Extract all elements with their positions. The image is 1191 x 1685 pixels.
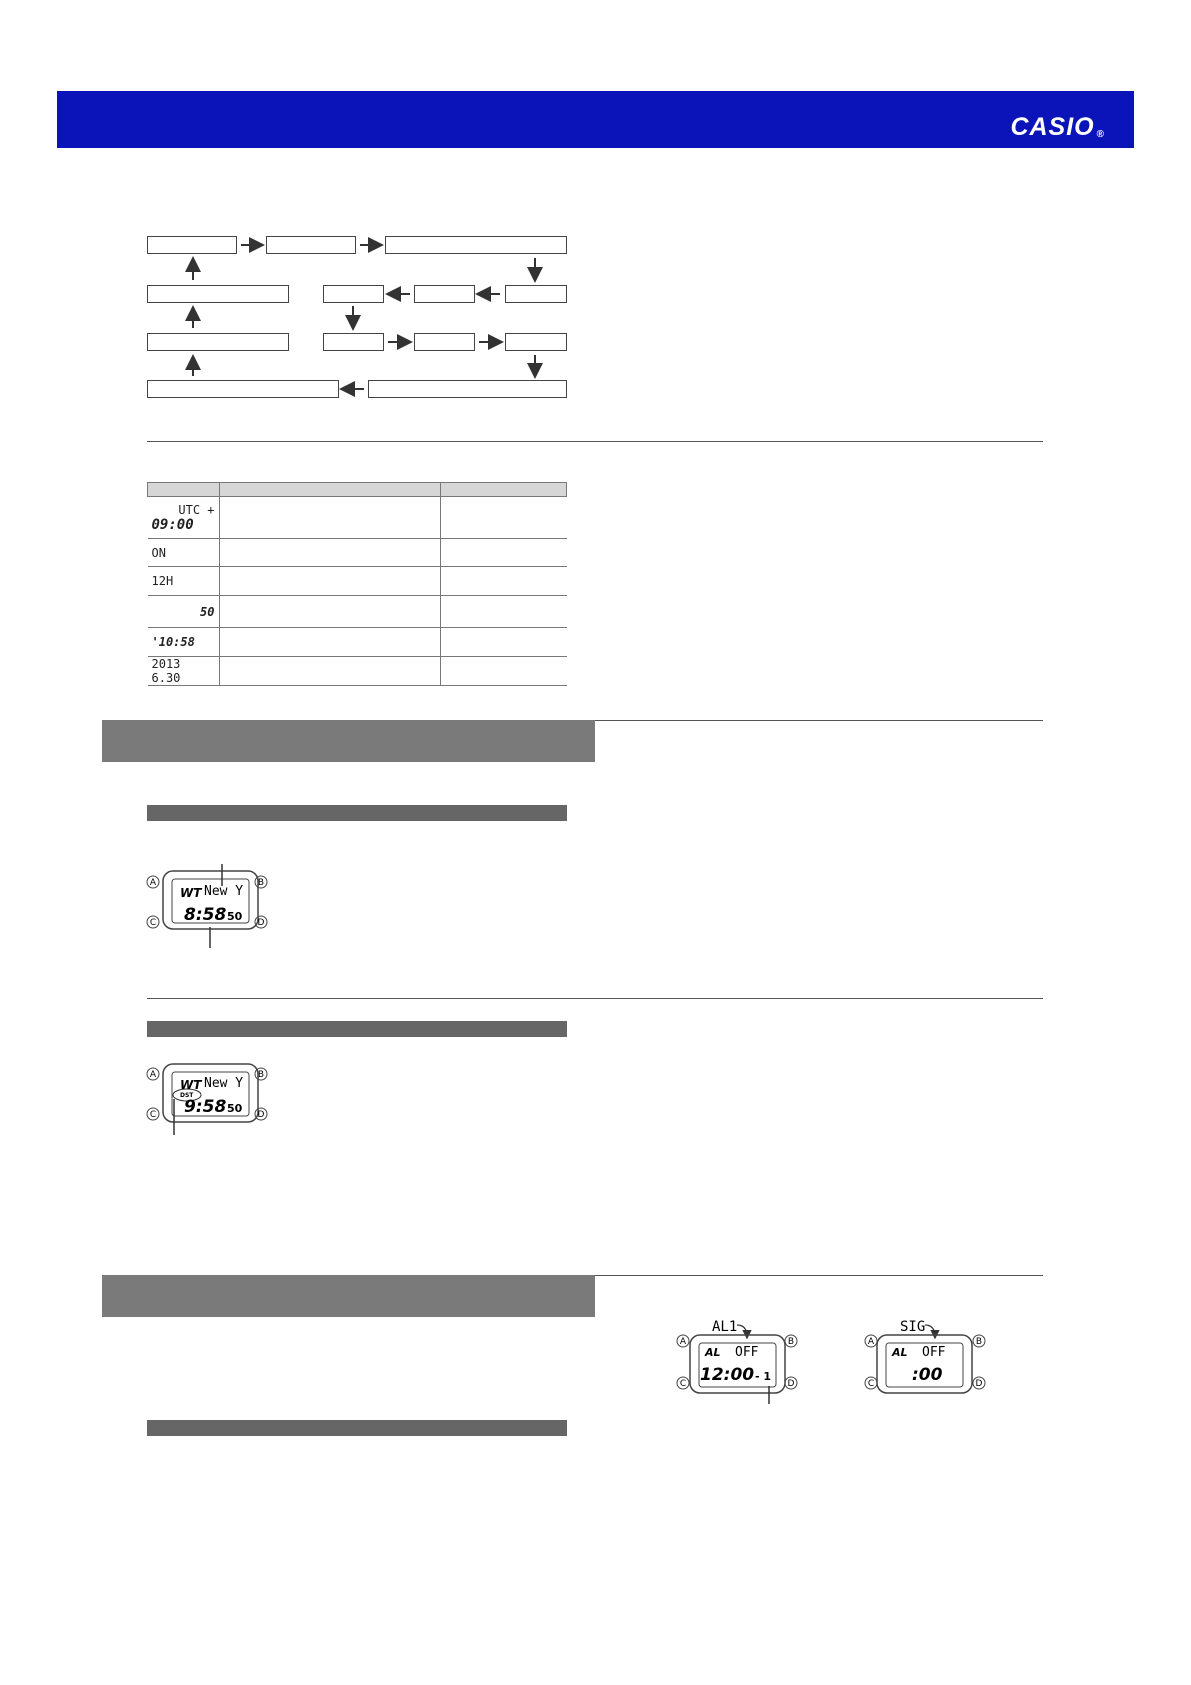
button-c-label: C [679, 1379, 687, 1389]
watch-display-world-time [147, 864, 267, 948]
city-text: New Y [204, 884, 244, 899]
alarm-label: AL1 [712, 1319, 738, 1335]
time-text: 9:58 [184, 1097, 227, 1117]
utc-offset-value: 09:00 [151, 516, 194, 533]
button-a-label: A [679, 1337, 687, 1347]
brand-logo: CASIO ® [1010, 113, 1105, 141]
seconds-text: 50 [227, 1102, 243, 1115]
button-b-label: B [257, 1070, 265, 1080]
button-c-label: C [149, 918, 157, 928]
watch-display-alarm [677, 1319, 797, 1404]
alarm-number-text: - 1 [755, 1370, 772, 1383]
state-text: OFF [922, 1345, 946, 1360]
flow-arrows [193, 245, 535, 389]
time-text: 8:58 [184, 905, 227, 925]
mode-text: AL [892, 1346, 908, 1359]
button-a-label: A [867, 1337, 875, 1347]
state-text: OFF [735, 1345, 759, 1360]
button-c-label: C [867, 1379, 875, 1389]
hour-format-value: 12H [148, 567, 220, 596]
button-a-label: A [149, 1070, 157, 1080]
seconds-text: 50 [227, 910, 243, 923]
utc-offset-label: UTC + [178, 502, 215, 517]
seconds-value: 50 [148, 596, 220, 628]
button-b-label: B [975, 1337, 983, 1347]
time-text: 12:00 [700, 1365, 755, 1385]
dst-value: ON [148, 539, 220, 567]
button-d-label: D [257, 918, 265, 928]
signal-label: SIG [900, 1319, 926, 1335]
button-b-label: B [257, 878, 265, 888]
time-text: :00 [912, 1365, 943, 1385]
watch-display-world-time-dst [147, 1064, 267, 1135]
button-a-label: A [149, 878, 157, 888]
city-text: New Y [204, 1076, 244, 1091]
time-value: '10:58 [148, 628, 220, 657]
mode-text: WT [180, 1078, 202, 1092]
mode-text: AL [705, 1346, 721, 1359]
mode-text: WT [180, 886, 202, 900]
date-value: 2013 6.30 [148, 657, 220, 686]
button-b-label: B [787, 1337, 795, 1347]
watch-display-signal [865, 1319, 985, 1393]
button-c-label: C [149, 1110, 157, 1120]
button-d-label: D [257, 1110, 265, 1120]
button-d-label: D [787, 1379, 795, 1389]
button-d-label: D [975, 1379, 983, 1389]
dst-indicator: DST [180, 1092, 194, 1099]
